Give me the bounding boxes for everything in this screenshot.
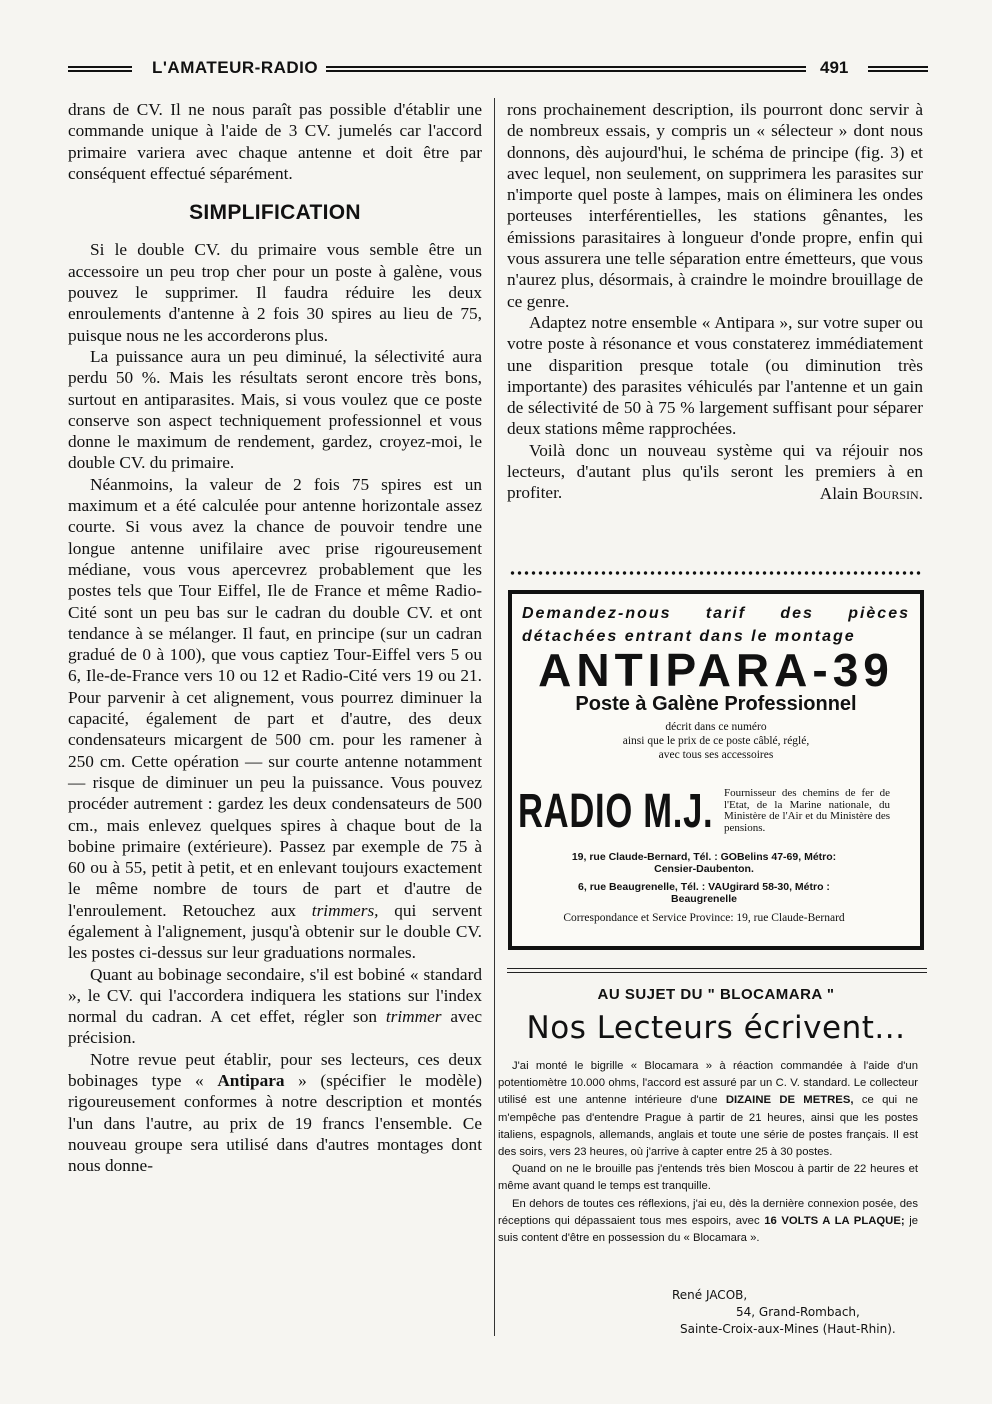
paragraph-4 — [68, 964, 482, 1049]
header-rule-left — [68, 66, 132, 72]
dotted-divider — [509, 570, 923, 576]
ad-product-name: ANTIPARA-39 — [538, 644, 894, 696]
header-rule-right — [868, 66, 928, 72]
paragraph-6: Adaptez notre ensemble « Antipara », sur votre super ou votre poste à résonance et vous constaterez immédiatement une disparition presque totale (ou diminution très importante) des parasites véhiculés par l'antenne et un gain de sélectivité de 50 à 75 % largement suffisant pour séparer deux stations même rapprochées. — [507, 312, 923, 439]
left-column — [68, 99, 482, 1177]
blocamara-title: Nos Lecteurs écrivent... — [526, 1010, 906, 1046]
paragraph-5-text: Notre revue peut établir, pour ses lecteurs, ces deux bobinages type « — [68, 1049, 482, 1091]
paragraph-5 — [68, 1049, 482, 1177]
page-header — [68, 58, 928, 82]
signature-city: Sainte-Croix-aux-Mines (Haut-Rhin). — [680, 1322, 896, 1336]
author-last-name: Boursin. — [862, 483, 923, 503]
antipara-bold: Antipara — [217, 1071, 285, 1091]
letter-paragraph-1 — [498, 1058, 918, 1161]
ad-correspondence: Correspondance et Service Province: 19, rue Claude-Bernard — [563, 912, 845, 924]
signature-name: René JACOB, — [672, 1288, 748, 1302]
right-column — [507, 99, 923, 504]
paragraph-1: Si le double CV. du primaire vous semble être un accessoire un peu trop cher pour un poste à galène, vous pouvez le supprimer. Il faudra réduire les deux enroulements d'antenne à 2 fois 30 spires au lieu de 75, puisque nous ne les accorderons plus. — [68, 240, 482, 345]
paragraph-4-text: Quant au bobinage secondaire, s'il est bobiné « standard », le CV. qui l'accordera indiquera les stations sur l'index normal du cadran. A cet effet, régler son — [68, 964, 482, 1027]
letter-paragraph-2: Quand on ne le brouille pas j'entends très bien Moscou à partir de 22 heures et même avant quand le temps est tranquille. — [498, 1163, 918, 1193]
signature-street: 54, Grand-Rombach, — [736, 1305, 860, 1319]
column-separator — [494, 98, 495, 1336]
paragraph-7: Voilà donc un nouveau système qui va réjouir nos lecteurs, d'autant plus qu'ils seront les premiers à en profiter. — [507, 440, 923, 503]
journal-title: L'AMATEUR-RADIO — [152, 58, 319, 77]
author-first-name: Alain — [819, 483, 859, 503]
author-signature — [507, 483, 923, 504]
paragraph-3-tail: qui servent également à l'alignement, jusqu'à obtenir sur le double CV. les postes ci-dessus sur leur graduations normales. — [68, 900, 483, 963]
letter-3-caps: 16 VOLTS A LA PLAQUE; — [764, 1214, 905, 1227]
ad-brand: RADIO M.J. — [518, 785, 714, 838]
header-rule-middle — [326, 66, 806, 72]
blocamara-supertitle: AU SUJET DU " BLOCAMARA " — [597, 986, 835, 1003]
ad-desc-line-3: avec tous ses accessoires — [658, 749, 774, 761]
ad-address-1-line-b: Censier-Daubenton. — [654, 863, 754, 875]
advertisement-box — [508, 590, 924, 950]
ad-supplier-text: Fournisseur des chemins de fer de l'Etat, de la Marine nationale, du Ministère de l'Air et du Ministère des pensions. — [724, 787, 890, 834]
letter-3-tail: je suis content d'être en possession du « Blocamara ». — [498, 1214, 919, 1245]
paragraph-5-tail: » (spécifier le modèle) rigoureusement conformes à notre description et montés l'un dans l'autre, au prix de 19 francs l'ensemble. Ce nouveau groupe sera utilisé dans d'autres montages dont nous donne- — [68, 1071, 482, 1176]
trimmers-italic: trimmers, — [311, 900, 379, 920]
letter-1-text: J'ai monté le bigrille « Blocamara » à réaction commandée à l'aide d'un potentiomètre 10.000 ohms, l'accord est assuré par un C. V. standard. Le collecteur utilisé est une antenne intérieure d'une — [498, 1060, 918, 1107]
ad-address-2 — [518, 881, 890, 905]
ad-address-1 — [518, 851, 890, 875]
ad-subtitle: Poste à Galène Professionnel — [575, 693, 857, 715]
ad-intro: Demandez-nous tarif des pièces détachées entrant dans le montage — [522, 605, 910, 645]
letter-paragraph-3 — [498, 1196, 918, 1248]
ad-description — [522, 720, 910, 762]
paragraph-2: La puissance aura un peu diminué, la sélectivité aura perdu 50 %. Mais les résultats seront encore très bons, surtout en antiparasites. Mais, si vous voulez que ce poste conserve son aspect techniquement professionnel et vous donne le maximum de rendement, gardez, croyez-moi, le double CV. du primaire. — [68, 346, 482, 473]
section-title: SIMPLIFICATION — [189, 201, 361, 225]
ad-address-2-line-b: Beaugrenelle — [671, 893, 737, 905]
letter-1-caps: DIZAINE DE METRES, — [725, 1094, 854, 1107]
paragraph-4-tail: avec précision. — [68, 1007, 482, 1048]
intro-paragraph: drans de CV. Il ne nous paraît pas possible d'établir une commande unique à l'aide de 3 CV. jumelés car l'accord primaire variera avec chaque antenne et doit être par conséquent effectué séparément. — [68, 100, 482, 183]
trimmer-italic: trimmer — [385, 1007, 442, 1027]
paragraph-3 — [68, 474, 482, 964]
letter-signature — [600, 1287, 920, 1338]
paragraph-3-text: Néanmoins, la valeur de 2 fois 75 spires est un maximum et a été calculée pour antenne horizontale assez courte. Si vous avez la chance de pouvoir tendre une longue antenne unifilaire avec prise rigoureusement médiane, vous vous apercevrez probablement que les postes tels que Tour Eiffel, Ile de France et même Radio-Cité sont un peu bas sur le cadran du double CV. et ont tendance à se mélanger. Il faut, en principe (sur un cadran gradué de 0 à 100), que vous captiez Tour-Eiffel vers 5 ou 6, Ile-de-France vers 10 ou 12 et Radio-Cité vers 19 ou 21. Pour parvenir à cet alignement, vous pourrez diminuer la capacité, également de part et d'autre, des deux condensateurs micargent de 500 cm. pour les ramener à 250 cm. Cette opération — sur courte antenne notamment — risque de diminuer un peu la puissance. Vous pouvez procéder autrement : gardez les deux condensateurs de 500 cm., mais enlevez quelques spires à chaque bout de la bobine primaire (extérieure). Passez par exemple de 75 à 60 ou à 55, petit à petit, et en enlevant toujours exactement le même nombre de tours de part et d'autre de l'enroulement. Retouchez aux — [68, 474, 482, 920]
ad-address-1-line-a: 19, rue Claude-Bernard, Tél. : GOBelins 47-69, Métro: — [571, 851, 837, 863]
reader-letter — [498, 1058, 918, 1247]
letter-3-text: En dehors de toutes ces réflexions, j'ai eu, dès la dernière connexion posée, des réceptions qui dépassaient tous mes espoirs, avec — [498, 1197, 918, 1227]
author-name — [820, 483, 923, 504]
section-rule-bottom — [507, 972, 927, 973]
page-number: 491 — [820, 58, 849, 77]
ad-desc-line-1: décrit dans ce numéro — [665, 721, 767, 733]
ad-desc-line-2: ainsi que le prix de ce poste câblé, réglé, — [622, 735, 810, 747]
letter-1-tail: ce qui ne m'empêche pas d'entendre Prague à partir de 21 heures, ainsi que les postes italiens, espagnols, allemands, anglais et toute une série de postes français. Il est des soirs, vers 23 heures, où j'arrive à capter entre 25 à 30 postes. — [498, 1094, 919, 1159]
continuation-paragraph: rons prochainement description, ils pourront donc servir à de nombreux essais, y compris un « sélecteur » dont nous donnons, dès aujourd'hui, le schéma de principe (fig. 3) et avec lequel, non seulement, on supprimera les parasites sur n'importe quel poste à lampes, mais on éliminera les ondes porteuses interférentielles, les stations gênantes, les émissions parasitaires à longueur d'onde propre, enfin qui vous assurera une telle séparation entre émetteurs, que vous n'aurez plus, désormais, à craindre le moindre brouillage de ce genre. — [507, 100, 923, 311]
section-rule-top — [507, 968, 927, 969]
ad-address-2-line-a: 6, rue Beaugrenelle, Tél. : VAUgirard 58-30, Métro : — [578, 881, 830, 893]
